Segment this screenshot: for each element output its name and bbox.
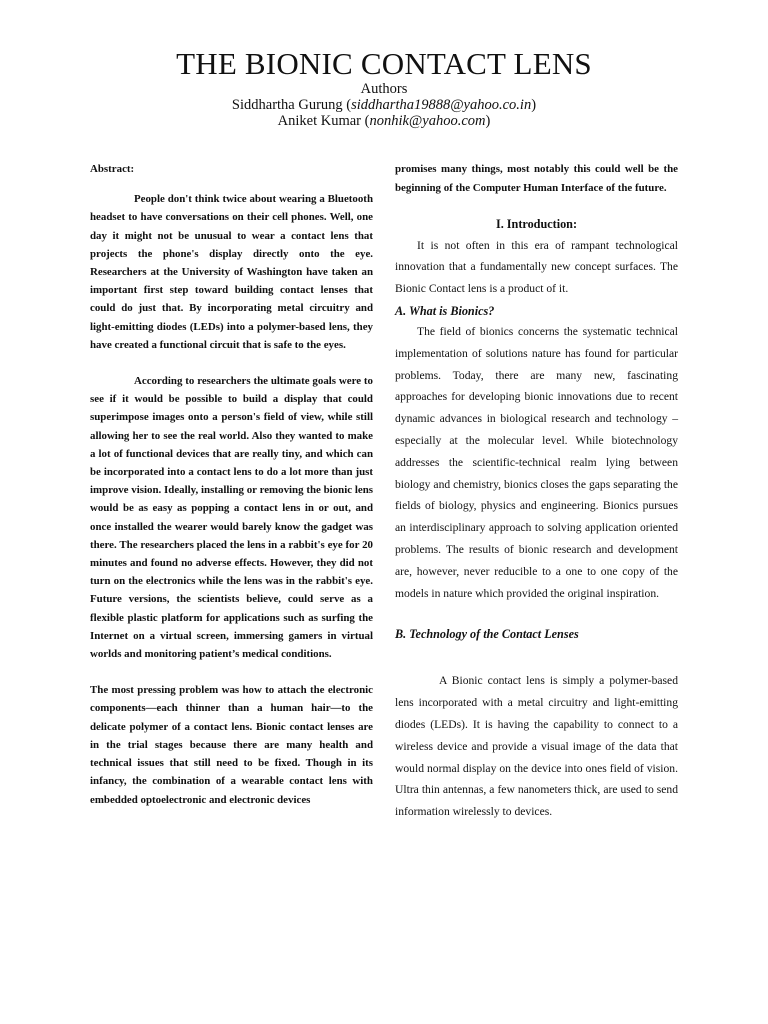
introduction-paragraph: It is not often in this era of rampant technological innovation that a fundamentally new concept surfaces. The Bionic Contact lens is a product of it. bbox=[395, 238, 678, 296]
bionics-paragraph: The field of bionics concerns the systematic technical implementation of solutions nature has found for particular problems. Today, there are many new, fascinating approaches for developing bionic innovations due to recent dynamic advances in biological research and technology – especially at the molecular level. While biotechnology addresses the scientific-technical realm lying between biology and chemistry, bionics closes the gaps separating the fields of biology, physics and engineering. Bionics pursues an interdisciplinary approach to solving application oriented problems. The results of bionic research and development are, however, never reducible to a one to one copy of the models in nature which provided the original inspiration. bbox=[395, 324, 678, 600]
abstract-paragraph-2: According to researchers the ultimate goals were to see if it would be possible to build a display that could superimpose images onto a person's field of view, while still allowing her to see the real world. Also they wanted to make a lot of functional devices that are really tiny, and which can be incorporated into a contact lens to do a lot more than just improve vision. Ideally, installing or removing the bionic lens would be as easy as popping a contact lens in or out, and once installed the wearer would barely know the gadget was there. The researchers placed the lens in a rabbit's eye for 20 minutes and found no adverse effects. However, they did not turn on the electronics while the lens was in the rabbit's eye. Future versions, the scientists believe, could serve as a flexible plastic platform for applications such as surfing the Internet on a virtual screen, immersing gamers in virtual worlds and monitoring patient’s medical conditions. bbox=[90, 375, 373, 661]
technology-paragraph: A Bionic contact lens is simply a polymer-based lens incorporated with a metal circuitry and light-emitting diodes (LEDs). It is having the capability to connect to a wireless device and provide a visual image of the data that would normal display on the device into ones field of vision. Ultra thin antennas, a few nanometers thick, are used to send information wirelessly to devices. bbox=[395, 674, 678, 819]
author-2 bbox=[0, 112, 768, 130]
paper-title: THE BIONIC CONTACT LENS bbox=[176, 46, 592, 81]
right-column bbox=[395, 160, 678, 823]
author-1-name: Siddhartha Gurung ( bbox=[231, 97, 352, 113]
section-heading-introduction: I. Introduction: bbox=[495, 216, 578, 231]
abstract-paragraph-1: People don't think twice about wearing a Bluetooth headset to have conversations on their cell phones. Well, one day it might not be unusual to wear a contact lens that projects the phone's display directly onto the eye. Researchers at the University of Washington have taken an important first step toward building contact lenses that could do just that. By incorporating metal circuitry and light-emitting diodes (LEDs) into a polymer-based lens, they have created a functional circuit that is safe to the eyes. bbox=[90, 193, 373, 351]
left-column bbox=[90, 160, 373, 809]
authors-label: Authors bbox=[360, 81, 408, 97]
subsection-heading-bionics: A. What is Bionics? bbox=[395, 303, 495, 318]
author-2-email[interactable]: nonhik@yahoo.com bbox=[369, 113, 486, 129]
author-2-name: Aniket Kumar ( bbox=[277, 113, 370, 129]
author-1-email[interactable]: siddhartha19888@yahoo.co.in bbox=[351, 97, 532, 113]
author-2-close: ) bbox=[485, 113, 491, 129]
subsection-heading-technology: B. Technology of the Contact Lenses bbox=[395, 627, 579, 642]
abstract-continued: promises many things, most notably this could well be the beginning of the Computer Human Interface of the future. bbox=[395, 163, 678, 194]
author-1-close: ) bbox=[531, 97, 537, 113]
abstract-paragraph-3: The most pressing problem was how to attach the electronic components—each thinner than a human hair—to the delicate polymer of a contact lens. Bionic contact lenses are in the trial stages because there are many health and technical issues that still need to be fixed. Though in its infancy, the combination of a wearable contact lens with embedded optoelectronic and electronic devices bbox=[90, 684, 373, 806]
abstract-label: Abstract: bbox=[90, 163, 135, 175]
